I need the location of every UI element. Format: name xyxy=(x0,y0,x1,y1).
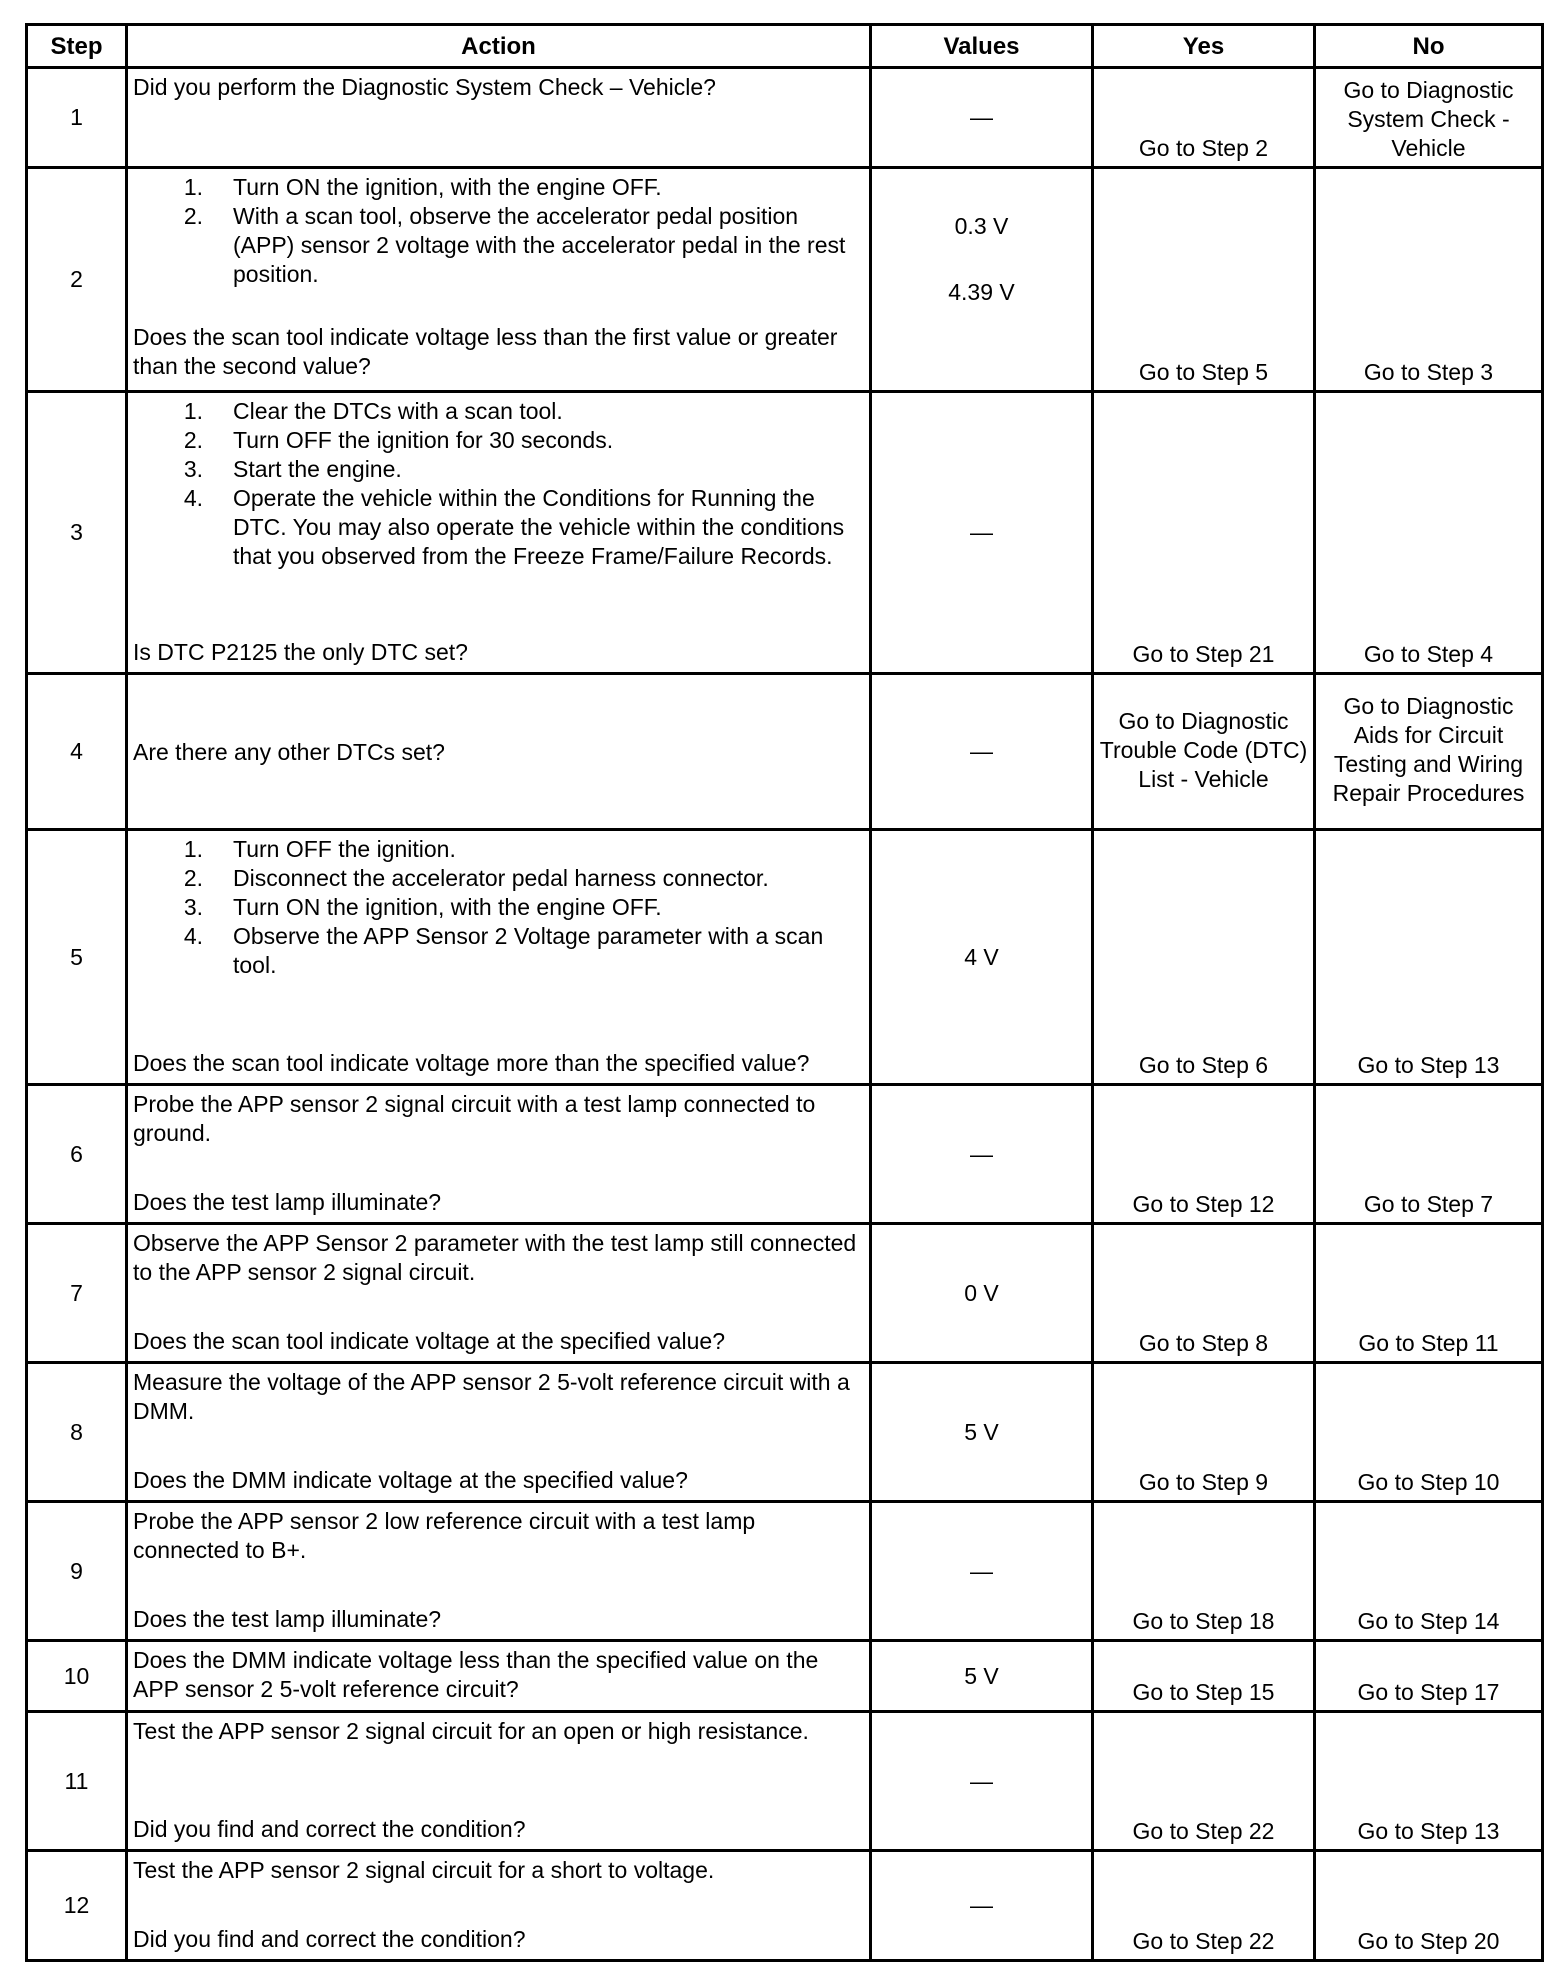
action-question: Does the test lamp illuminate? xyxy=(133,1606,442,1632)
action-step: 3. Start the engine. xyxy=(183,456,402,482)
action-text: Test the APP sensor 2 signal circuit for an open or high resistance. xyxy=(133,1718,809,1744)
header-no: No xyxy=(1315,25,1543,68)
step-number: 7 xyxy=(27,1224,127,1363)
table-row xyxy=(27,68,1543,168)
header-action: Action xyxy=(127,25,871,68)
no-cell: Go to Step 11 xyxy=(1315,1224,1543,1363)
header-yes: Yes xyxy=(1093,25,1315,68)
step-number: 1 xyxy=(27,68,127,168)
no-cell: Go to Step 20 xyxy=(1315,1851,1543,1961)
table-row xyxy=(27,674,1543,830)
yes-cell: Go to Step 22 xyxy=(1093,1851,1315,1961)
action-cell xyxy=(127,1502,871,1641)
step-number: 2 xyxy=(27,168,127,392)
yes-cell: Go to Step 22 xyxy=(1093,1712,1315,1851)
action-cell xyxy=(127,1363,871,1502)
action-cell xyxy=(127,674,871,830)
value-cell: 5 V xyxy=(871,1641,1093,1712)
header-values: Values xyxy=(871,25,1093,68)
no-cell: Go to Step 4 xyxy=(1315,392,1543,674)
yes-cell: Go to Step 18 xyxy=(1093,1502,1315,1641)
yes-cell: Go to Step 5 xyxy=(1093,168,1315,392)
action-text: Observe the APP Sensor 2 parameter with the test lamp still connected to the APP sensor 2 signal circuit. xyxy=(133,1230,857,1285)
action-cell xyxy=(127,1712,871,1851)
diagnostic-table xyxy=(25,23,1544,1962)
no-cell: Go to Step 14 xyxy=(1315,1502,1543,1641)
action-question: Is DTC P2125 the only DTC set? xyxy=(133,639,468,665)
value-cell xyxy=(871,168,1093,392)
value-cell: — xyxy=(871,674,1093,830)
action-step: 4. Observe the APP Sensor 2 Voltage parameter with a scan tool. xyxy=(183,923,824,978)
step-number: 8 xyxy=(27,1363,127,1502)
no-cell: Go to Step 13 xyxy=(1315,830,1543,1085)
action-text: Probe the APP sensor 2 low reference circuit with a test lamp connected to B+. xyxy=(133,1508,756,1563)
action-step: 1. Turn OFF the ignition. xyxy=(183,836,456,862)
yes-cell: Go to Diagnostic Trouble Code (DTC) List - Vehicle xyxy=(1093,674,1315,830)
action-text: Probe the APP sensor 2 signal circuit with a test lamp connected to ground. xyxy=(133,1091,816,1146)
step-number: 10 xyxy=(27,1641,127,1712)
value-cell: 5 V xyxy=(871,1363,1093,1502)
table-row xyxy=(27,1363,1543,1502)
table-row xyxy=(27,392,1543,674)
action-step: 2. Turn OFF the ignition for 30 seconds. xyxy=(183,427,614,453)
action-question: Does the scan tool indicate voltage at the specified value? xyxy=(133,1328,725,1354)
value-cell: 0 V xyxy=(871,1224,1093,1363)
table-row xyxy=(27,1085,1543,1224)
step-number: 11 xyxy=(27,1712,127,1851)
action-step: 4. Operate the vehicle within the Conditions for Running the DTC. You may also operate the vehicle within the conditions that you observed from the Freeze Frame/Failure Records. xyxy=(183,485,845,569)
table-row xyxy=(27,1712,1543,1851)
yes-cell: Go to Step 8 xyxy=(1093,1224,1315,1363)
table-row xyxy=(27,1641,1543,1712)
no-cell: Go to Step 10 xyxy=(1315,1363,1543,1502)
action-step: 1. Turn ON the ignition, with the engine OFF. xyxy=(183,174,662,200)
action-question: Does the scan tool indicate voltage more than the specified value? xyxy=(133,1050,810,1076)
action-question: Does the scan tool indicate voltage less than the first value or greater than the second value? xyxy=(133,324,838,379)
action-question: Does the DMM indicate voltage less than the specified value on the APP sensor 2 5-volt reference circuit? xyxy=(133,1647,819,1702)
yes-cell: Go to Step 2 xyxy=(1093,68,1315,168)
value-cell: — xyxy=(871,1085,1093,1224)
action-question: Does the DMM indicate voltage at the specified value? xyxy=(133,1467,688,1493)
action-cell xyxy=(127,830,871,1085)
value-cell: — xyxy=(871,68,1093,168)
action-question: Did you find and correct the condition? xyxy=(133,1926,526,1952)
action-steps xyxy=(133,173,864,289)
action-cell xyxy=(127,1085,871,1224)
action-cell xyxy=(127,1851,871,1961)
value-cell: — xyxy=(871,392,1093,674)
action-step: 2. Disconnect the accelerator pedal harness connector. xyxy=(183,865,769,891)
action-step: 3. Turn ON the ignition, with the engine OFF. xyxy=(183,894,662,920)
table-row xyxy=(27,830,1543,1085)
yes-cell: Go to Step 9 xyxy=(1093,1363,1315,1502)
no-cell: Go to Step 13 xyxy=(1315,1712,1543,1851)
value-first: 0.3 V xyxy=(954,213,1009,239)
no-cell: Go to Step 3 xyxy=(1315,168,1543,392)
action-question: Does the test lamp illuminate? xyxy=(133,1189,442,1215)
step-number: 9 xyxy=(27,1502,127,1641)
action-cell xyxy=(127,68,871,168)
action-cell xyxy=(127,1224,871,1363)
value-cell: — xyxy=(871,1712,1093,1851)
value-cell: 4 V xyxy=(871,830,1093,1085)
step-number: 5 xyxy=(27,830,127,1085)
no-cell: Go to Step 17 xyxy=(1315,1641,1543,1712)
action-steps xyxy=(133,835,864,980)
action-cell xyxy=(127,168,871,392)
value-cell: — xyxy=(871,1851,1093,1961)
no-cell: Go to Diagnostic Aids for Circuit Testing and Wiring Repair Procedures xyxy=(1315,674,1543,830)
yes-cell: Go to Step 21 xyxy=(1093,392,1315,674)
step-number: 12 xyxy=(27,1851,127,1961)
table-row xyxy=(27,1224,1543,1363)
action-question: Did you find and correct the condition? xyxy=(133,1816,526,1842)
step-number: 6 xyxy=(27,1085,127,1224)
yes-cell: Go to Step 15 xyxy=(1093,1641,1315,1712)
action-question: Are there any other DTCs set? xyxy=(133,738,445,765)
value-cell: — xyxy=(871,1502,1093,1641)
step-number: 4 xyxy=(27,674,127,830)
action-step: 2. With a scan tool, observe the accelerator pedal position (APP) sensor 2 voltage with the accelerator pedal in the rest position. xyxy=(183,203,846,287)
value-second: 4.39 V xyxy=(948,279,1015,305)
action-text: Measure the voltage of the APP sensor 2 5-volt reference circuit with a DMM. xyxy=(133,1369,850,1424)
action-question: Did you perform the Diagnostic System Check – Vehicle? xyxy=(133,74,716,100)
header-row xyxy=(27,25,1543,68)
step-number: 3 xyxy=(27,392,127,674)
action-cell xyxy=(127,392,871,674)
yes-cell: Go to Step 6 xyxy=(1093,830,1315,1085)
table-row xyxy=(27,1851,1543,1961)
action-step: 1. Clear the DTCs with a scan tool. xyxy=(183,398,563,424)
action-cell xyxy=(127,1641,871,1712)
action-text: Test the APP sensor 2 signal circuit for a short to voltage. xyxy=(133,1857,715,1883)
action-steps xyxy=(133,397,864,571)
no-cell: Go to Step 7 xyxy=(1315,1085,1543,1224)
diagnostic-table-container xyxy=(25,23,1544,1962)
no-cell: Go to Diagnostic System Check - Vehicle xyxy=(1315,68,1543,168)
table-row xyxy=(27,168,1543,392)
header-step: Step xyxy=(27,25,127,68)
yes-cell: Go to Step 12 xyxy=(1093,1085,1315,1224)
table-row xyxy=(27,1502,1543,1641)
